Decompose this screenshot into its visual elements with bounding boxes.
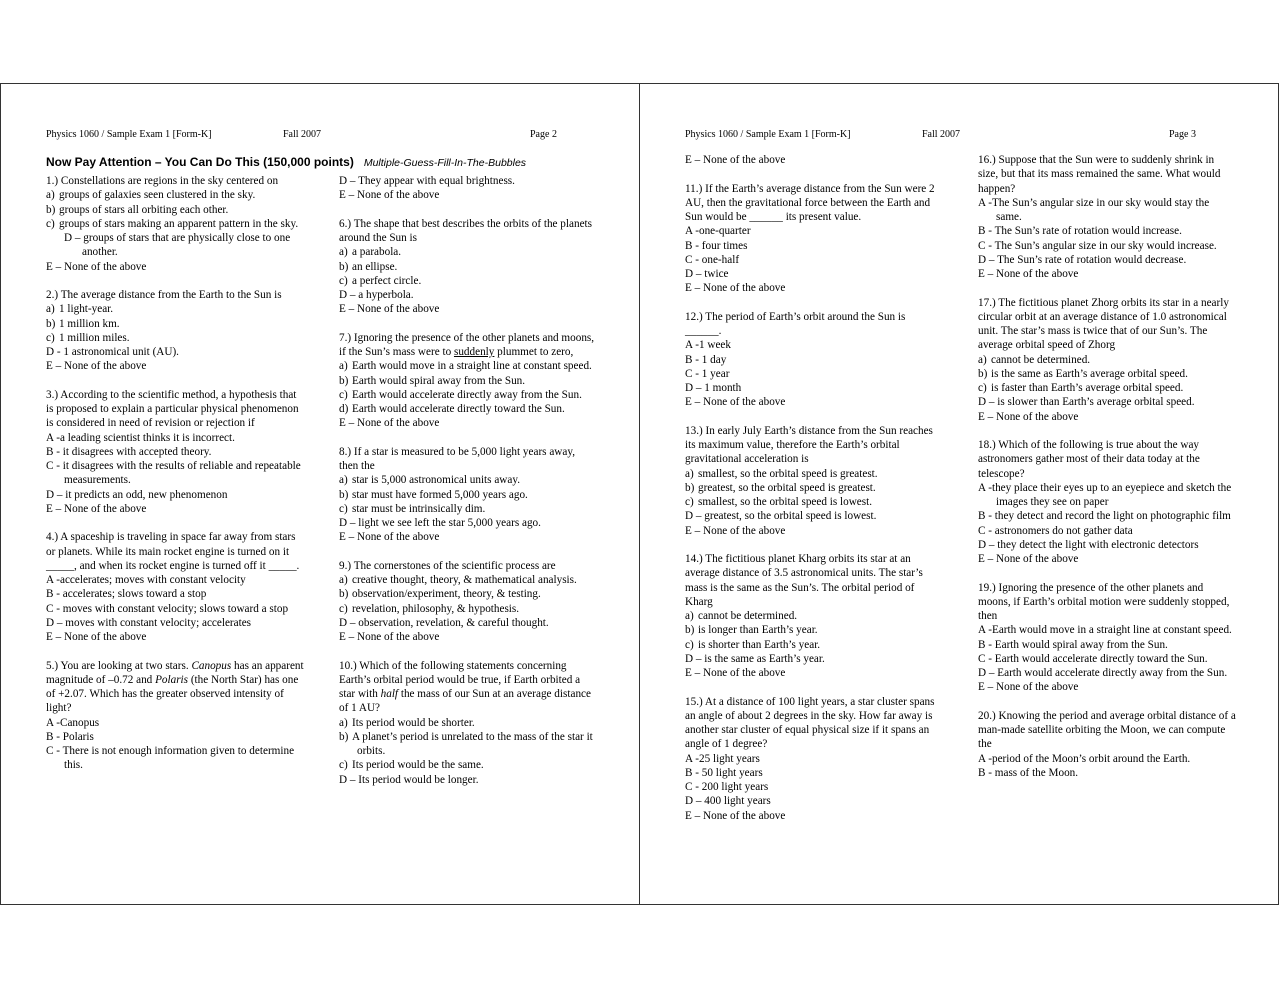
- choice-a: A -1 week: [685, 339, 731, 352]
- question-stem: 14.) The fictitious planet Kharg orbits its star at an average distance of 3.5 astronomical units. The star’s mass is the same as the Sun’s. The orbital period of Kharg: [685, 553, 923, 608]
- choice-b: b) star must have formed 5,000 years ago.: [339, 488, 528, 501]
- question-17: [978, 296, 1236, 424]
- question-15: [685, 695, 943, 823]
- question-stem: 15.) At a distance of 100 light years, a star cluster spans an angle of about 2 degrees in the sky. How far away is another star cluster of equal physical size if it spans an angle of 1 degree?: [685, 695, 935, 751]
- choice-b: B - 50 light years: [685, 766, 763, 779]
- question-2: [46, 288, 304, 374]
- choice-d: D – Its period would be longer.: [339, 773, 479, 786]
- choice-d: D – moves with constant velocity; accelerates: [46, 616, 252, 629]
- choice-c: c) revelation, philosophy, & hypothesis.: [339, 602, 520, 615]
- question-stem: 7.) Ignoring the presence of the other planets and moons, if the Sun’s mass were to suddenly plummet to zero,: [339, 331, 595, 358]
- choice-c: C - astronomers do not gather data: [978, 524, 1133, 537]
- choice-a: a) smallest, so the orbital speed is greatest.: [685, 467, 878, 480]
- choice-a: A -Earth would move in a straight line at constant speed.: [978, 624, 1232, 637]
- page2-course-header: Physics 1060 / Sample Exam 1 [Form-K]: [46, 129, 212, 140]
- choice-b: b) an ellipse.: [339, 260, 398, 273]
- column-2: [339, 174, 597, 801]
- choice-c: C - 200 light years: [685, 781, 769, 793]
- choice-b: B - they detect and record the light on photographic film: [978, 510, 1231, 523]
- choice-e: E – None of the above: [339, 531, 440, 544]
- question-10-continued: [685, 153, 943, 167]
- question-stem: 6.) The shape that best describes the orbits of the planets around the Sun is: [339, 217, 592, 244]
- choice-d: D – They appear with equal brightness.: [339, 175, 515, 187]
- question-11: [685, 182, 943, 296]
- choice-d: D – The Sun’s rate of rotation would decrease.: [978, 253, 1187, 266]
- section-title: Now Pay Attention – You Can Do This (150,000 points): [46, 155, 354, 169]
- question-stem: 4.) A spaceship is traveling in space far away from stars or planets. While its main rocket engine is turned on it _____, and when its rocket engine is turned off it _____.: [46, 531, 300, 572]
- choice-e: E – None of the above: [339, 303, 440, 316]
- column-4: [978, 153, 1236, 794]
- choice-c: c) groups of stars making an apparent pattern in the sky.: [46, 217, 299, 230]
- choice-c: C - 1 year: [685, 367, 730, 380]
- question-7: [339, 331, 597, 431]
- choice-a: a) creative thought, theory, & mathematical analysis.: [339, 574, 577, 586]
- choice-d: D – observation, revelation, & careful thought.: [339, 616, 549, 629]
- question-8: [339, 445, 597, 545]
- choice-d: D – is the same as Earth’s year.: [685, 652, 825, 665]
- choice-e: E – None of the above: [685, 396, 786, 409]
- choice-e: E – None of the above: [339, 417, 440, 430]
- choice-d: D – Earth would accelerate directly away from the Sun.: [978, 667, 1228, 679]
- page3-term-header: Fall 2007: [922, 129, 961, 140]
- choice-e: E – None of the above: [46, 360, 147, 373]
- question-14: [685, 552, 943, 680]
- question-13: [685, 424, 943, 538]
- choice-a: a) a parabola.: [339, 246, 402, 259]
- question-1: [46, 174, 304, 274]
- question-20: [978, 709, 1236, 780]
- page2-term-header: Fall 2007: [283, 129, 322, 140]
- choice-c: c) Its period would be the same.: [339, 759, 484, 772]
- question-1-continued: [339, 174, 597, 203]
- choice-a: a) groups of galaxies seen clustered in the sky.: [46, 189, 256, 202]
- question-3: [46, 388, 304, 516]
- choice-c: c) Earth would accelerate directly away from the Sun.: [339, 388, 582, 401]
- choice-a: A -25 light years: [685, 752, 760, 765]
- choice-e: E – None of the above: [685, 667, 786, 679]
- question-5: [46, 659, 304, 773]
- choice-e: E – None of the above: [978, 681, 1079, 694]
- choice-d: D – twice: [685, 268, 729, 280]
- question-stem: 5.) You are looking at two stars. Canopus has an apparent magnitude of –0.72 and Polaris (the North Star) has one of +2.07. Which has the greater observed intensity of light?: [46, 659, 304, 715]
- choice-b: b) A planet’s period is unrelated to the mass of the star it orbits.: [339, 730, 593, 757]
- choice-d: D – is slower than Earth’s average orbital speed.: [978, 396, 1195, 409]
- choice-a: a) star is 5,000 astronomical units away.: [339, 474, 520, 487]
- question-stem: 3.) According to the scientific method, a hypothesis that is proposed to explain a particular physical phenomenon is considered in need of revision or rejection if: [46, 388, 299, 430]
- column-1: [46, 174, 304, 787]
- question-19: [978, 581, 1236, 695]
- choice-c: c) 1 million miles.: [46, 331, 130, 344]
- choice-d: D – a hyperbola.: [339, 289, 414, 301]
- choice-a: A -a leading scientist thinks it is incorrect.: [46, 431, 235, 444]
- choice-e: E – None of the above: [46, 260, 147, 273]
- choice-b: B - Polaris: [46, 730, 94, 743]
- choice-c: c) star must be intrinsically dim.: [339, 502, 486, 515]
- page2-page-number: Page 2: [530, 129, 557, 140]
- choice-b: B - mass of the Moon.: [978, 766, 1079, 779]
- choice-b: B - Earth would spiral away from the Sun.: [978, 638, 1168, 651]
- choice-b: b) 1 million km.: [46, 317, 120, 330]
- column-3: [685, 153, 943, 837]
- choice-d: D – 400 light years: [685, 795, 771, 808]
- choice-b: B - it disagrees with accepted theory.: [46, 445, 212, 458]
- choice-c: C - one-half: [685, 253, 740, 266]
- question-16: [978, 153, 1236, 281]
- question-stem: 11.) If the Earth’s average distance from the Sun were 2 AU, then the gravitational force between the Earth and Sun would be ______ its present value.: [685, 182, 935, 223]
- question-stem: 1.) Constellations are regions in the sky centered on: [46, 175, 279, 187]
- question-stem: 20.) Knowing the period and average orbital distance of a man-made satellite orbiting the Moon, we can compute the: [978, 709, 1236, 751]
- choice-d: D – they detect the light with electronic detectors: [978, 538, 1199, 551]
- choice-d: D – 1 month: [685, 382, 742, 394]
- choice-e: E – None of the above: [46, 631, 147, 643]
- choice-a: a) cannot be determined.: [978, 353, 1091, 366]
- choice-d: D – greatest, so the orbital speed is lowest.: [685, 510, 877, 523]
- choice-c: C - it disagrees with the results of reliable and repeatable measurements.: [46, 460, 301, 487]
- choice-b: b) groups of stars all orbiting each other.: [46, 203, 229, 216]
- choice-e: E – None of the above: [46, 502, 147, 515]
- choice-e: E – None of the above: [978, 268, 1079, 280]
- choice-c: C - There is not enough information given to determine this.: [46, 745, 295, 772]
- choice-d: D - 1 astronomical unit (AU).: [46, 346, 179, 358]
- choice-e: E – None of the above: [685, 154, 786, 166]
- question-6: [339, 217, 597, 317]
- choice-c: C - The Sun’s angular size in our sky would increase.: [978, 239, 1217, 252]
- choice-d: D – light we see left the star 5,000 years ago.: [339, 517, 541, 529]
- choice-c: c) a perfect circle.: [339, 274, 422, 287]
- question-9: [339, 559, 597, 645]
- choice-e: E – None of the above: [685, 809, 786, 822]
- question-12: [685, 310, 943, 410]
- choice-b: b) is longer than Earth’s year.: [685, 624, 818, 637]
- choice-c: c) is faster than Earth’s average orbital speed.: [978, 382, 1184, 394]
- question-stem: 9.) The cornerstones of the scientific process are: [339, 559, 556, 572]
- choice-a: a) Earth would move in a straight line at constant speed.: [339, 360, 592, 373]
- choice-b: B - accelerates; slows toward a stop: [46, 588, 207, 601]
- choice-b: b) greatest, so the orbital speed is greatest.: [685, 481, 876, 494]
- question-stem: 2.) The average distance from the Earth to the Sun is: [46, 289, 282, 301]
- choice-e: E – None of the above: [978, 410, 1079, 423]
- choice-b: b) is the same as Earth’s average orbital speed.: [978, 367, 1188, 380]
- choice-b: B - 1 day: [685, 353, 727, 366]
- question-stem: 18.) Which of the following is true about the way astronomers gather most of their data today at the telescope?: [978, 439, 1200, 480]
- question-stem: 13.) In early July Earth’s distance from the Sun reaches its maximum value, therefore the Earth’s orbital gravitational acceleration is: [685, 424, 933, 466]
- choice-e: E – None of the above: [339, 189, 440, 202]
- question-stem: 10.) Which of the following statements concerning Earth’s orbital period would be true, if Earth orbited a star with half the mass of our Sun at an average distance of 1 AU?: [339, 659, 591, 715]
- choice-a: A -they place their eyes up to an eyepiece and sketch the images they see on paper: [978, 481, 1232, 508]
- page-divider: [639, 83, 640, 905]
- question-stem: 17.) The fictitious planet Zhorg orbits its star in a nearly circular orbit at an average distance of 1.0 astronomical unit. The star’s mass is twice that of our Sun’s. The average orbital speed of Zhorg: [978, 296, 1229, 352]
- question-18: [978, 438, 1236, 566]
- choice-b: b) observation/experiment, theory, & testing.: [339, 588, 541, 601]
- choice-d: d) Earth would accelerate directly toward the Sun.: [339, 403, 565, 415]
- choice-e: E – None of the above: [339, 631, 440, 643]
- page3-course-header: Physics 1060 / Sample Exam 1 [Form-K]: [685, 129, 851, 140]
- choice-a: A -period of the Moon’s orbit around the Earth.: [978, 752, 1191, 765]
- page3-page-number: Page 3: [1169, 129, 1196, 140]
- choice-c: c) is shorter than Earth’s year.: [685, 638, 821, 651]
- section-note: Multiple-Guess-Fill-In-The-Bubbles: [363, 157, 527, 169]
- choice-e: E – None of the above: [685, 282, 786, 295]
- choice-e: E – None of the above: [685, 524, 786, 537]
- choice-d: D – it predicts an odd, new phenomenon: [46, 488, 228, 501]
- choice-a: a) 1 light-year.: [46, 303, 114, 316]
- choice-b: B - four times: [685, 239, 748, 252]
- question-stem: 8.) If a star is measured to be 5,000 light years away, then the: [339, 445, 576, 472]
- section-heading: [46, 153, 526, 171]
- choice-c: c) smallest, so the orbital speed is lowest.: [685, 496, 873, 508]
- choice-a: a) cannot be determined.: [685, 610, 798, 622]
- question-4: [46, 530, 304, 644]
- question-stem: 16.) Suppose that the Sun were to suddenly shrink in size, but that its mass remained the same. What would happen?: [978, 154, 1221, 195]
- choice-a: A -accelerates; moves with constant velocity: [46, 574, 246, 586]
- choice-a: A -The Sun’s angular size in our sky would stay the same.: [978, 196, 1210, 223]
- question-10: [339, 659, 597, 787]
- choice-a: A -Canopus: [46, 716, 100, 729]
- choice-a: a) Its period would be shorter.: [339, 716, 475, 729]
- choice-b: B - The Sun’s rate of rotation would increase.: [978, 225, 1182, 238]
- question-stem: 12.) The period of Earth’s orbit around the Sun is ______.: [685, 310, 906, 337]
- choice-e: E – None of the above: [978, 553, 1079, 565]
- choice-c: C - Earth would accelerate directly toward the Sun.: [978, 652, 1208, 665]
- choice-b: b) Earth would spiral away from the Sun.: [339, 374, 526, 387]
- question-stem: 19.) Ignoring the presence of the other planets and moons, if Earth’s orbital motion were suddenly stopped, then: [978, 581, 1230, 622]
- choice-a: A -one-quarter: [685, 225, 751, 238]
- choice-c: C - moves with constant velocity; slows toward a stop: [46, 602, 289, 615]
- choice-d: D – groups of stars that are physically close to one another.: [64, 232, 291, 259]
